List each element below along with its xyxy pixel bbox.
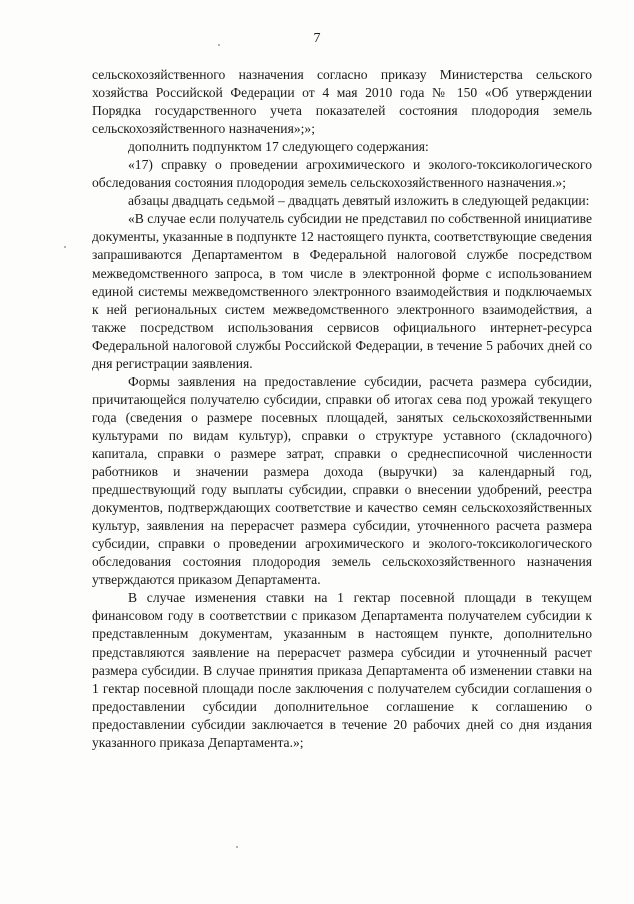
paragraph-subitem-17: «17) справку о проведении агрохимического и эколого-токсикологического обследования состояния плодородия земель сельскохозяйственного назначения.»; <box>92 157 592 191</box>
document-body <box>92 66 592 752</box>
paragraph-rate-change: В случае изменения ставки на 1 гектар посевной площади в текущем финансовом году в соответствии с приказом Департамента получателем субсидии к представленным документам, указанным в настоящем пункте, дополнительно представляются заявление на перерасчет размера субсидии и уточненный расчет размера субсидии. В случае принятия приказа Департамента об изменении ставки на 1 гектар посевной площади после заключения с получателем субсидии соглашения о предоставлении субсидии дополнительное соглашение к соглашению о предоставлении субсидии заключается в течение 20 рабочих дней со дня издания указанного приказа Департамента.»; <box>92 590 592 750</box>
page-number: 7 <box>313 31 321 46</box>
scan-speck <box>218 44 220 46</box>
paragraph-continuation: сельскохозяйственного назначения согласно приказу Министерства сельского хозяйства Российской Федерации от 4 мая 2010 года № 150 «Об утверждении Порядка государственного учета показателей состояния плодородия земель сельскохозяйственного назначения»;»; <box>92 67 592 137</box>
paragraph-add-subitem: дополнить подпунктом 17 следующего содержания: <box>128 139 429 155</box>
scan-speck <box>236 846 238 848</box>
paragraph-amend-clauses: абзацы двадцать седьмой – двадцать девятый изложить в следующей редакции: <box>128 193 590 209</box>
scan-speck <box>64 246 66 248</box>
paragraph-interagency-request: «В случае если получатель субсидии не представил по собственной инициативе документы, указанные в подпункте 12 настоящего пункта, соответствующие сведения запрашиваются Департаментом в Федеральной налоговой службе посредством межведомственного запроса, в том числе в электронной форме с использованием единой системы межведомственного электронного взаимодействия и подключаемых к ней региональных систем межведомственного электронного взаимодействия, а также посредством использования сервисов официального интернет-ресурса Федеральной налоговой службы Российской Федерации, в течение 5 рабочих дней со дня регистрации заявления. <box>92 211 592 371</box>
paragraph-forms-approval: Формы заявления на предоставление субсидии, расчета размера субсидии, причитающейся получателю субсидии, справки об итогах сева под урожай текущего года (сведения о размере посевных площадей, занятых сельскохозяйственными культурами по видам культур), справки о структуре уставного (складочного) капитала, справки о размере затрат, справки о среднесписочной численности работников и значении размера дохода (выручки) за календарный год, предшествующий году выплаты субсидии, справки о внесении удобрений, реестра документов, подтверждающих соответствие и качество семян сельскохозяйственных культур, заявления на перерасчет размера субсидии, уточненного расчета размера субсидии, справки о проведении агрохимического и эколого-токсикологического обследования состояния плодородия земель сельскохозяйственного назначения утверждаются приказом Департамента. <box>92 373 592 588</box>
